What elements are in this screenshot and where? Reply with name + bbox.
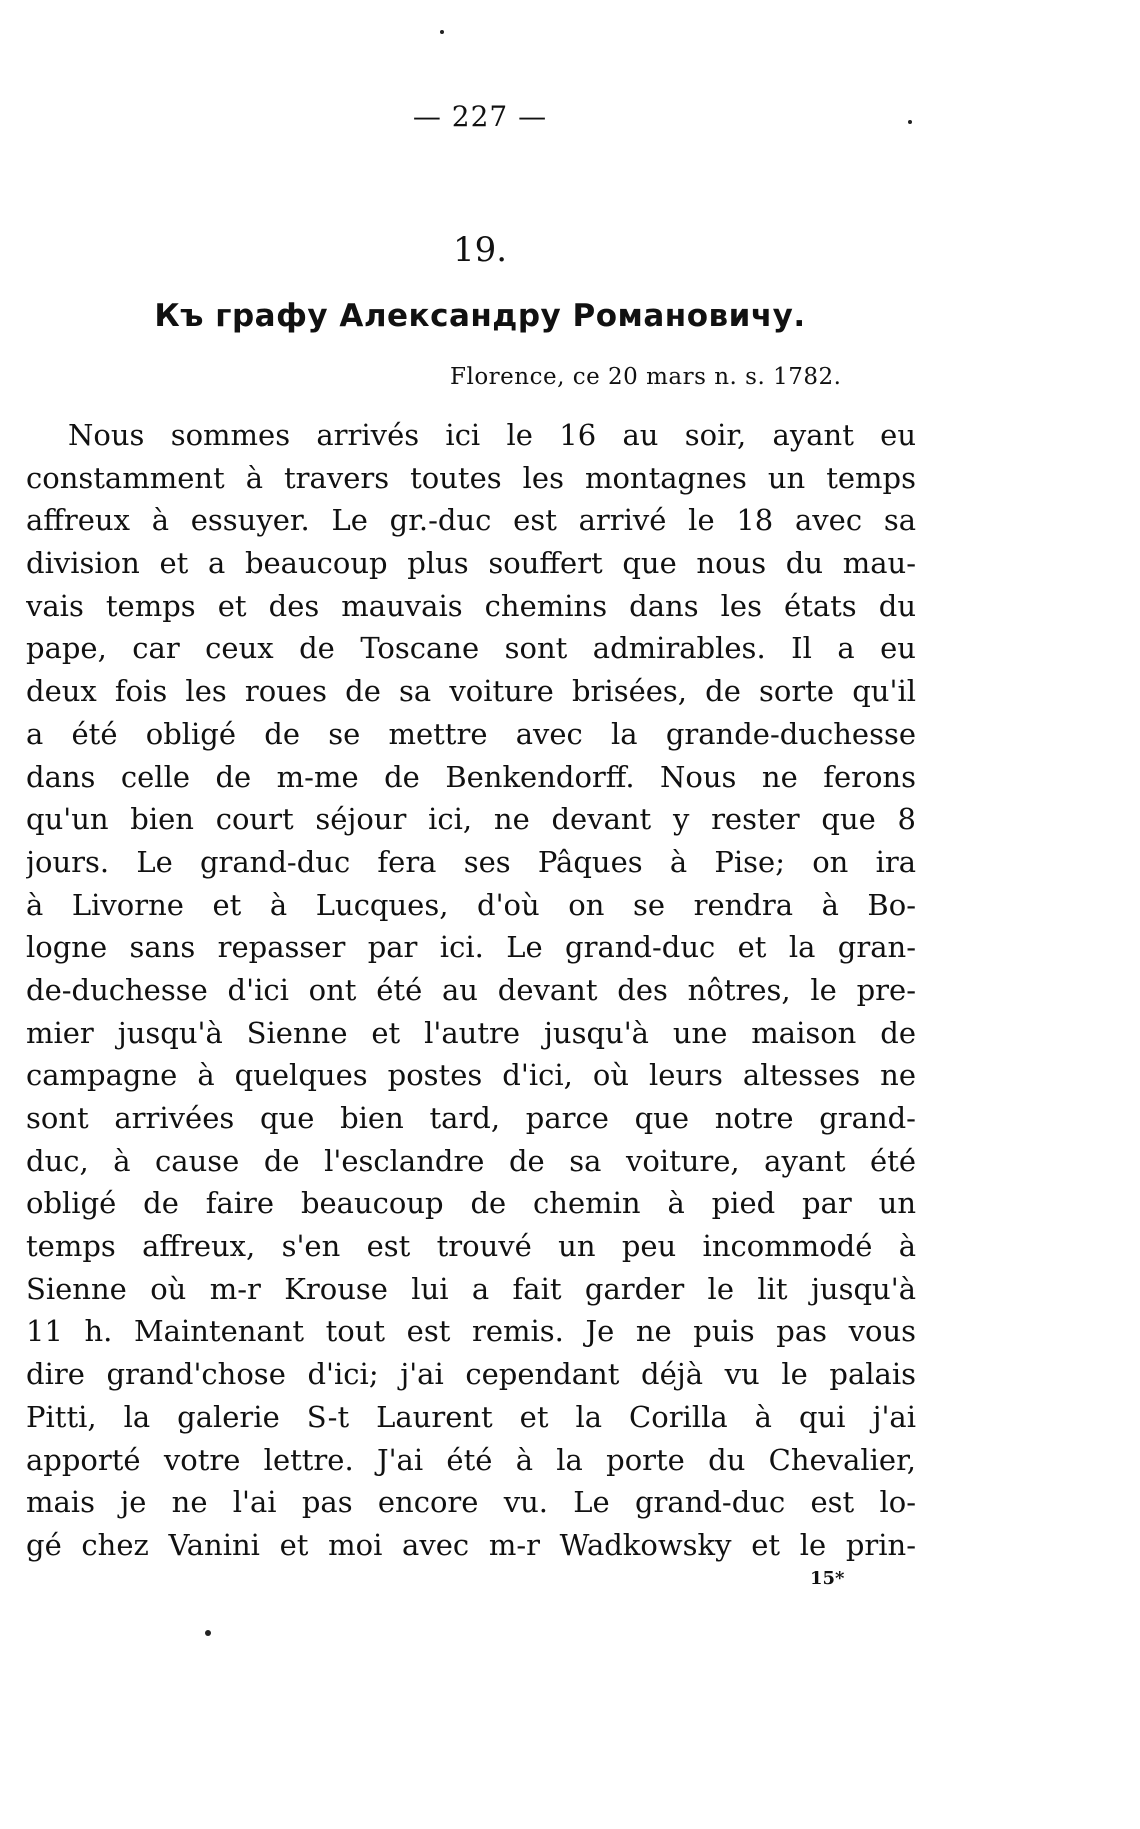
body-line: affreux à essuyer. Le gr.-duc est arrivé le 18 avec sa xyxy=(26,503,916,538)
body-line: mier jusqu'à Sienne et l'autre jusqu'à une maison de xyxy=(26,1015,916,1050)
body-line: apporté votre lettre. J'ai été à la porte du Chevalier, xyxy=(26,1442,916,1477)
body-line: obligé de faire beaucoup de chemin à pied par un xyxy=(26,1186,916,1221)
body-line: qu'un bien court séjour ici, ne devant y rester que 8 xyxy=(26,802,916,837)
body-line: Sienne où m-r Krouse lui a fait garder le lit jusqu'à xyxy=(26,1271,916,1306)
page-number: — 227 — xyxy=(412,100,548,133)
letter-addressee: Къ графу Александру Романовичу. xyxy=(154,298,806,334)
signature-mark: 15* xyxy=(810,1568,845,1589)
body-line: mais je ne l'ai pas encore vu. Le grand-duc est lo- xyxy=(26,1485,916,1520)
body-line: gé chez Vanini et moi avec m-r Wadkowsky et le prin- xyxy=(26,1527,916,1562)
body-line: dans celle de m-me de Benkendorff. Nous ne ferons xyxy=(26,759,916,794)
scan-speck xyxy=(440,30,444,34)
body-line: deux fois les roues de sa voiture brisées, de sorte qu'il xyxy=(26,674,916,709)
body-line: a été obligé de se mettre avec la grande-duchesse xyxy=(26,716,916,751)
body-line: dire grand'chose d'ici; j'ai cependant déjà vu le palais xyxy=(26,1357,916,1392)
body-line: constamment à travers toutes les montagnes un temps xyxy=(26,460,916,495)
body-line: Nous sommes arrivés ici le 16 au soir, ayant eu xyxy=(68,418,916,452)
body-line: jours. Le grand-duc fera ses Pâques à Pise; on ira xyxy=(26,844,916,879)
body-line: duc, à cause de l'esclandre de sa voiture, ayant été xyxy=(26,1143,916,1178)
scan-speck xyxy=(908,120,912,124)
body-line: division et a beaucoup plus souffert que nous du mau- xyxy=(26,546,916,581)
body-line: de-duchesse d'ici ont été au devant des nôtres, le pre- xyxy=(26,972,916,1007)
letter-body xyxy=(26,414,916,1567)
body-line: temps affreux, s'en est trouvé un peu incommodé à xyxy=(26,1229,916,1264)
scan-speck xyxy=(205,1630,211,1636)
body-line: sont arrivées que bien tard, parce que notre grand- xyxy=(26,1101,916,1135)
body-line: 11 h. Maintenant tout est remis. Je ne puis pas vous xyxy=(26,1314,916,1349)
body-line: campagne à quelques postes d'ici, où leurs altesses ne xyxy=(26,1058,916,1093)
body-line: Pitti, la galerie S-t Laurent et la Corilla à qui j'ai xyxy=(26,1399,916,1434)
letter-number: 19. xyxy=(452,230,508,270)
body-line: pape, car ceux de Toscane sont admirables. Il a eu xyxy=(26,631,916,666)
body-line: vais temps et des mauvais chemins dans les états du xyxy=(26,588,916,623)
letter-dateline: Florence, ce 20 mars n. s. 1782. xyxy=(450,364,842,390)
body-line: à Livorne et à Lucques, d'où on se rendra à Bo- xyxy=(26,887,916,922)
body-line: logne sans repasser par ici. Le grand-duc et la gran- xyxy=(26,930,916,965)
